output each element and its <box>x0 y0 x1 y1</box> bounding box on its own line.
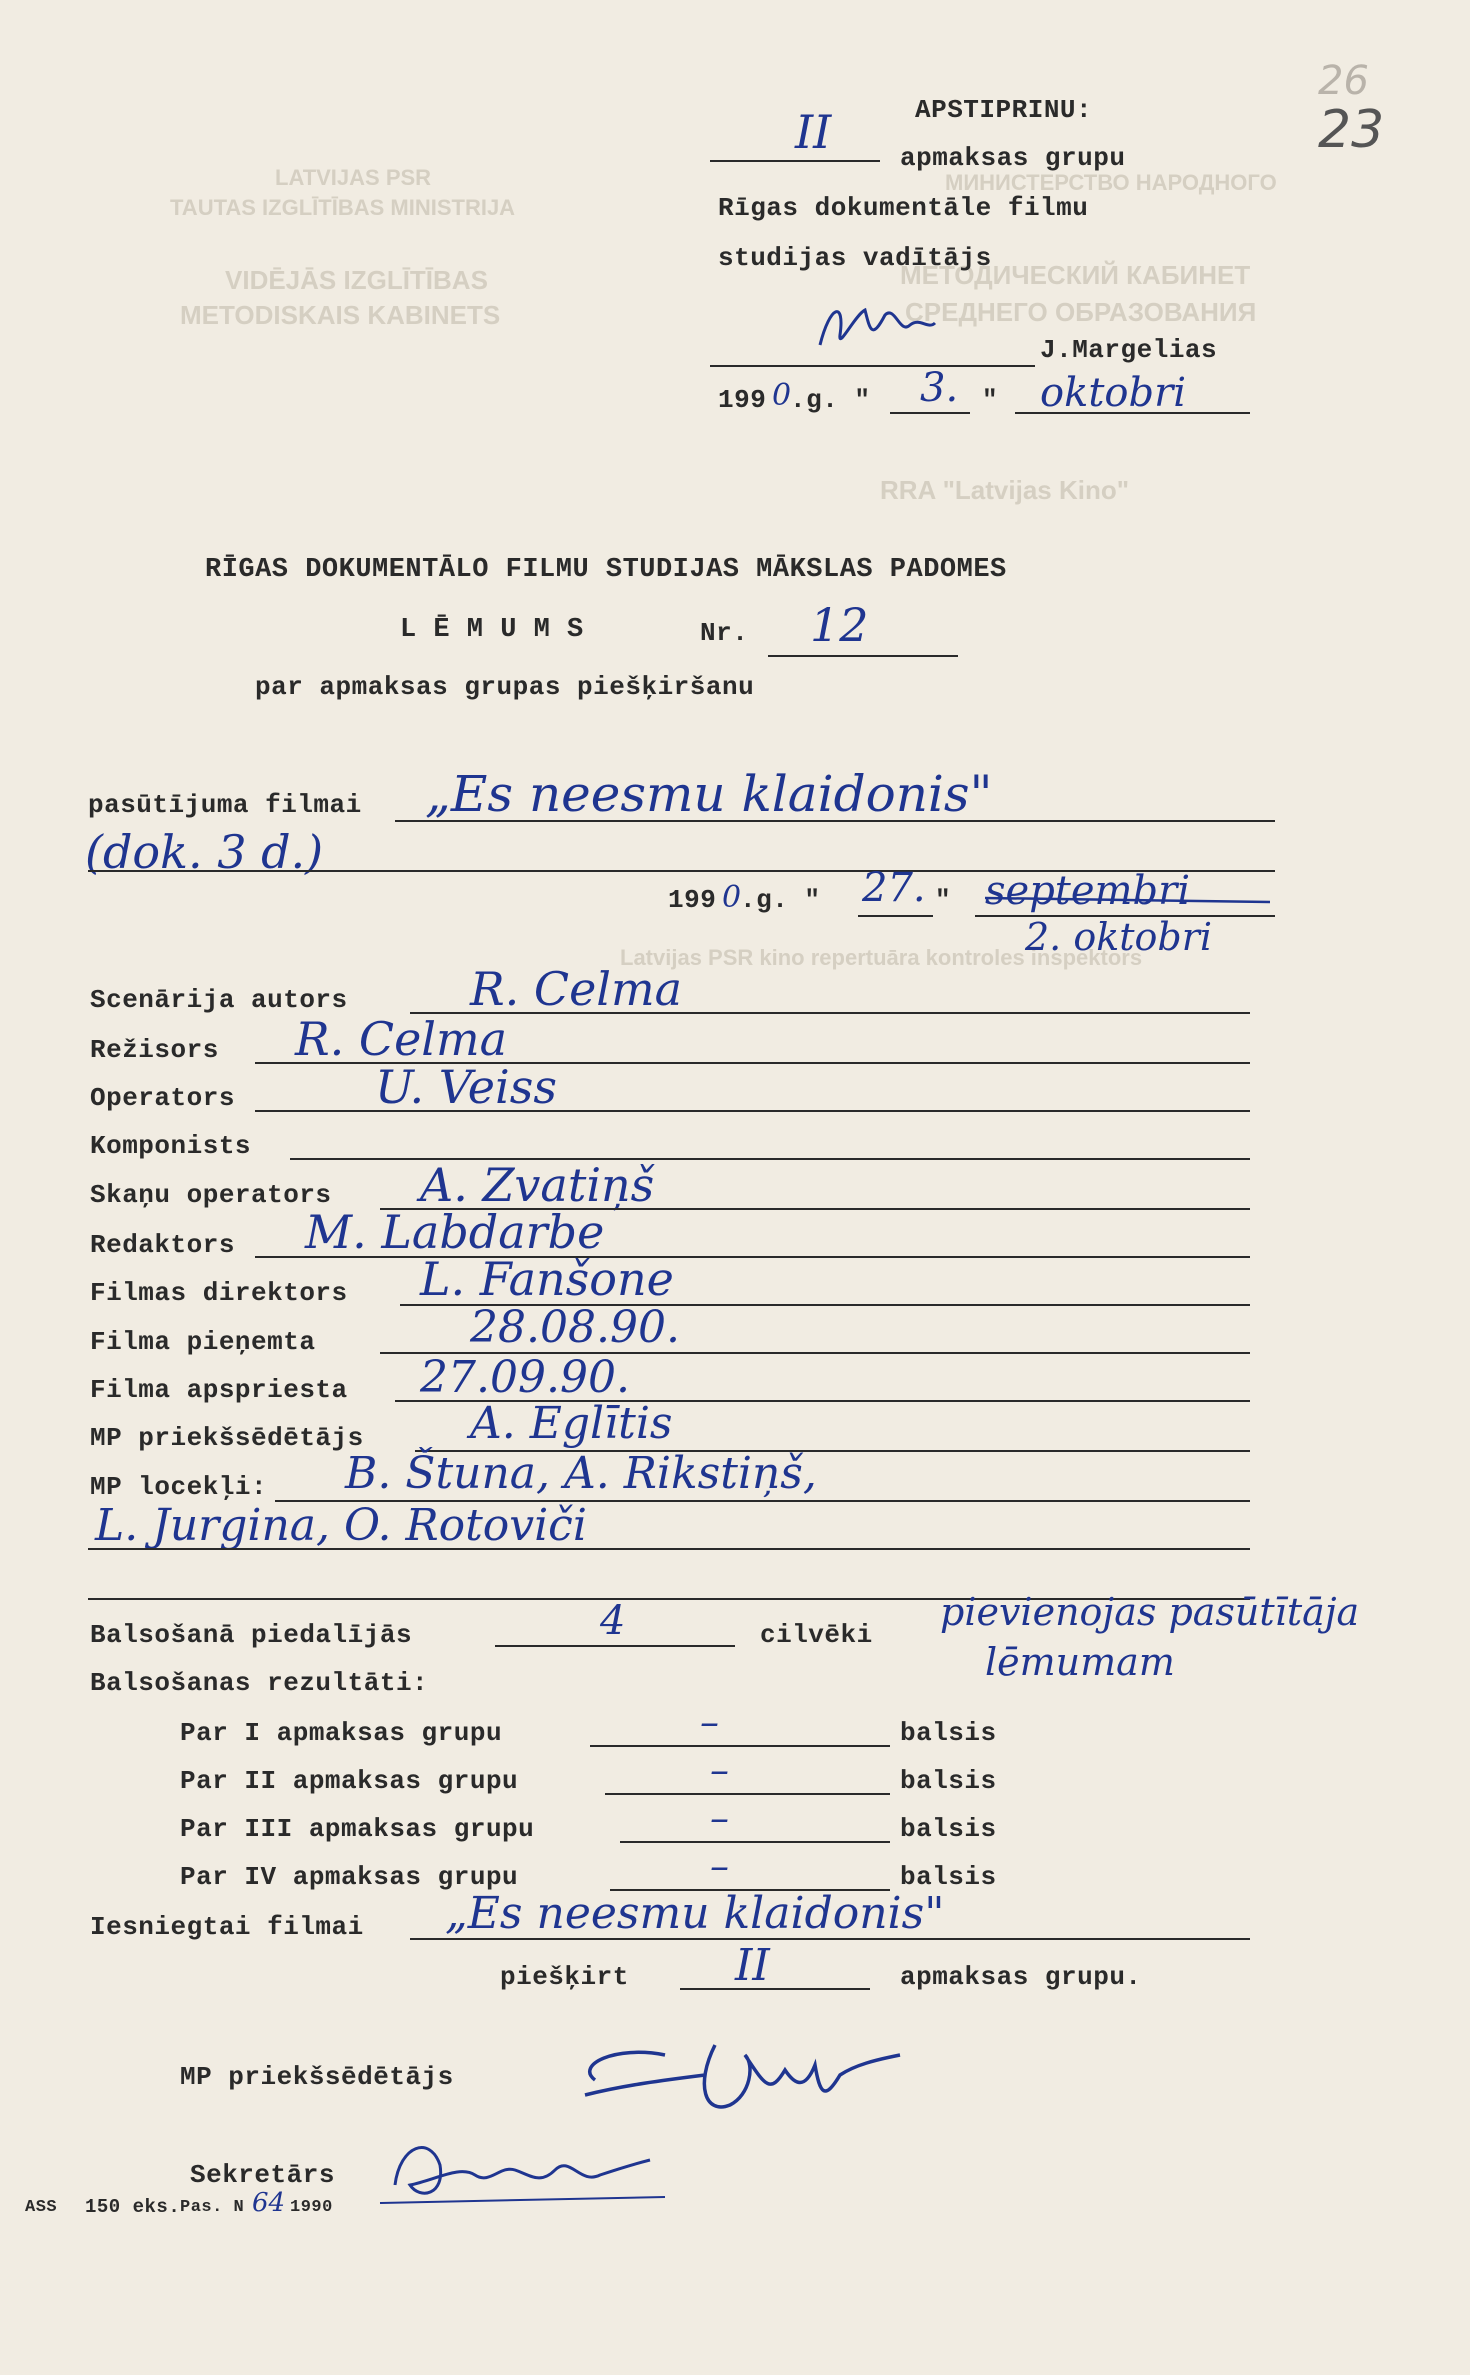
approval-line2: studijas vadītājs <box>718 243 992 273</box>
film-label: pasūtījuma filmai <box>88 790 362 820</box>
field-label: Filma pieņemta <box>90 1327 316 1357</box>
decision-nr-line <box>768 655 958 657</box>
final-label: Iesniegtai filmai <box>90 1912 364 1942</box>
secretary-label: Sekretārs <box>190 2160 335 2190</box>
voting-note-line2: lēmumam <box>985 1640 1175 1684</box>
approval-group-value: II <box>795 105 832 159</box>
final-grant-unit: apmaksas grupu. <box>900 1962 1142 1992</box>
final-title-line <box>410 1938 1250 1940</box>
vote-row-value: – <box>710 1844 729 1888</box>
vote-row-line <box>620 1841 890 1843</box>
secretary-signature <box>380 2125 670 2215</box>
members-line2: L. Jurgina, O. Rotoviči <box>95 1500 587 1551</box>
film-title-line <box>395 820 1275 822</box>
final-title: „Es neesmu klaidonis" <box>445 1888 945 1939</box>
film-date-digit: 0 <box>722 880 742 915</box>
vote-row-label: Par IV apmaksas grupu <box>180 1862 519 1892</box>
footer-year: 1990 <box>290 2198 333 2217</box>
members-line1: B. Štuna, A. Rikstiņš, <box>345 1448 817 1499</box>
vote-row-line <box>605 1793 890 1795</box>
approval-heading: APSTIPRINU: <box>915 95 1093 125</box>
vote-row-unit: balsis <box>900 1766 997 1796</box>
bleed-text: VIDĒJĀS IZGLĪTĪBAS <box>225 265 488 295</box>
bleed-text: METODISKAIS KABINETS <box>180 300 501 330</box>
film-title: „Es neesmu klaidonis" <box>425 765 993 823</box>
vote-row-label: Par III apmaksas grupu <box>180 1814 535 1844</box>
field-value: L. Fanšone <box>420 1252 674 1306</box>
field-label: Režisors <box>90 1035 219 1065</box>
field-label: Komponists <box>90 1131 252 1161</box>
vote-row-label: Par II apmaksas grupu <box>180 1766 519 1796</box>
field-value: A. Zvatiņš <box>420 1158 655 1212</box>
document-title: RĪGAS DOKUMENTĀLO FILMU STUDIJAS MĀKSLAS PADOMES <box>205 555 1007 585</box>
bleed-text: СРЕДНЕГО ОБРАЗОВАНИЯ <box>905 297 1257 327</box>
field-value: A. Eglītis <box>470 1398 673 1449</box>
bleed-text: LATVIJAS PSR <box>275 165 432 190</box>
month-strikethrough <box>980 890 1280 910</box>
approval-day: 3. <box>920 365 959 411</box>
voting-participants-line <box>495 1645 735 1647</box>
field-label: Filma apspriesta <box>90 1375 348 1405</box>
vote-row-value: – <box>710 1748 729 1792</box>
approval-group-label: apmaksas grupu <box>900 143 1126 173</box>
bleed-text: RRA "Latvijas Kino" <box>880 475 1130 505</box>
field-label: Skaņu operators <box>90 1180 332 1210</box>
approval-line1: Rīgas dokumentāle filmu <box>718 193 1089 223</box>
approval-day-line <box>890 412 970 414</box>
bleed-text: Latvijas PSR kino repertuāra kontroles inspektors <box>620 945 1143 970</box>
vote-row-unit: balsis <box>900 1814 997 1844</box>
bleed-text: МИНИСТЕРСТВО НАРОДНОГО <box>945 170 1277 195</box>
field-label: Scenārija autors <box>90 985 348 1015</box>
field-value: R. Celma <box>470 962 683 1016</box>
bleed-text: МЕТОДИЧЕСКИЙ КАБИНЕТ <box>900 260 1251 290</box>
members-line2-rule <box>88 1548 1250 1550</box>
film-date-day: 27. <box>862 865 926 911</box>
final-grant-line <box>680 1988 870 1990</box>
vote-row-line <box>590 1745 890 1747</box>
film-date-prefix: 199 <box>668 885 717 915</box>
members-label: MP locekļi: <box>90 1472 268 1502</box>
field-value: U. Veiss <box>375 1060 557 1114</box>
field-value: R. Celma <box>295 1012 508 1066</box>
voting-note-line1: pievienojas pasūtītāja <box>940 1590 1360 1634</box>
footer-copies: 150 eks. <box>85 2196 181 2218</box>
approval-month: oktobri <box>1040 370 1186 416</box>
approval-name: J.Margelias <box>1040 335 1218 365</box>
voting-participants-value: 4 <box>600 1598 626 1644</box>
chair-label: MP priekšsēdētājs <box>180 2062 454 2092</box>
decision-nr-label: Nr. <box>700 618 749 648</box>
voting-results-label: Balsošanas rezultāti: <box>90 1668 429 1698</box>
approval-signature-line <box>710 365 1035 367</box>
director-signature <box>810 295 940 355</box>
approval-year-prefix: 199 <box>718 385 767 415</box>
decision-label: L Ē M U M S <box>400 615 584 645</box>
film-date-month: septembri <box>985 868 1190 914</box>
field-value: 27.09.90. <box>420 1352 630 1403</box>
final-grant-label: piešķirt <box>500 1962 629 1992</box>
vote-row-unit: balsis <box>900 1718 997 1748</box>
approval-year-digit: 0 <box>772 378 792 413</box>
approval-quote-close: " <box>982 385 999 415</box>
approval-group-line <box>710 160 880 162</box>
voting-people-label: cilvēki <box>760 1620 873 1650</box>
final-grant-value: II <box>735 1940 770 1991</box>
footer-printer-code: ASS <box>25 2198 58 2217</box>
vote-row-value: – <box>710 1796 729 1840</box>
field-line <box>255 1256 1250 1258</box>
page-number-old: 26 <box>1318 58 1369 104</box>
chair-signature <box>555 2025 955 2135</box>
film-date-close: " <box>935 885 952 915</box>
field-value: M. Labdarbe <box>305 1205 605 1259</box>
film-date-correction: 2. oktobri <box>1025 915 1213 959</box>
vote-row-unit: balsis <box>900 1862 997 1892</box>
page-number: 23 <box>1318 100 1385 160</box>
field-value: 28.08.90. <box>470 1302 680 1353</box>
bleed-text: TAUTAS IZGLĪTĪBAS MINISTRIJA <box>170 195 516 220</box>
footer-order-label: Pas. N <box>180 2198 245 2217</box>
vote-row-label: Par I apmaksas grupu <box>180 1718 503 1748</box>
film-date-mid: .g. " <box>740 885 821 915</box>
field-line <box>255 1110 1250 1112</box>
footer-order-value: 64 <box>252 2188 286 2218</box>
field-label: MP priekšsēdētājs <box>90 1423 364 1453</box>
field-label: Redaktors <box>90 1230 235 1260</box>
field-line <box>410 1012 1250 1014</box>
approval-month-line <box>1015 412 1250 414</box>
field-label: Operators <box>90 1083 235 1113</box>
voting-participants-label: Balsošanā piedalījās <box>90 1620 413 1650</box>
field-label: Filmas direktors <box>90 1278 348 1308</box>
film-date-day-line <box>858 915 933 917</box>
decision-nr-value: 12 <box>810 598 869 652</box>
film-subtitle: (dok. 3 d.) <box>85 825 324 879</box>
approval-year-suffix: .g. " <box>790 385 871 415</box>
vote-row-value: – <box>700 1700 719 1744</box>
decision-subtitle: par apmaksas grupas piešķiršanu <box>255 672 755 702</box>
